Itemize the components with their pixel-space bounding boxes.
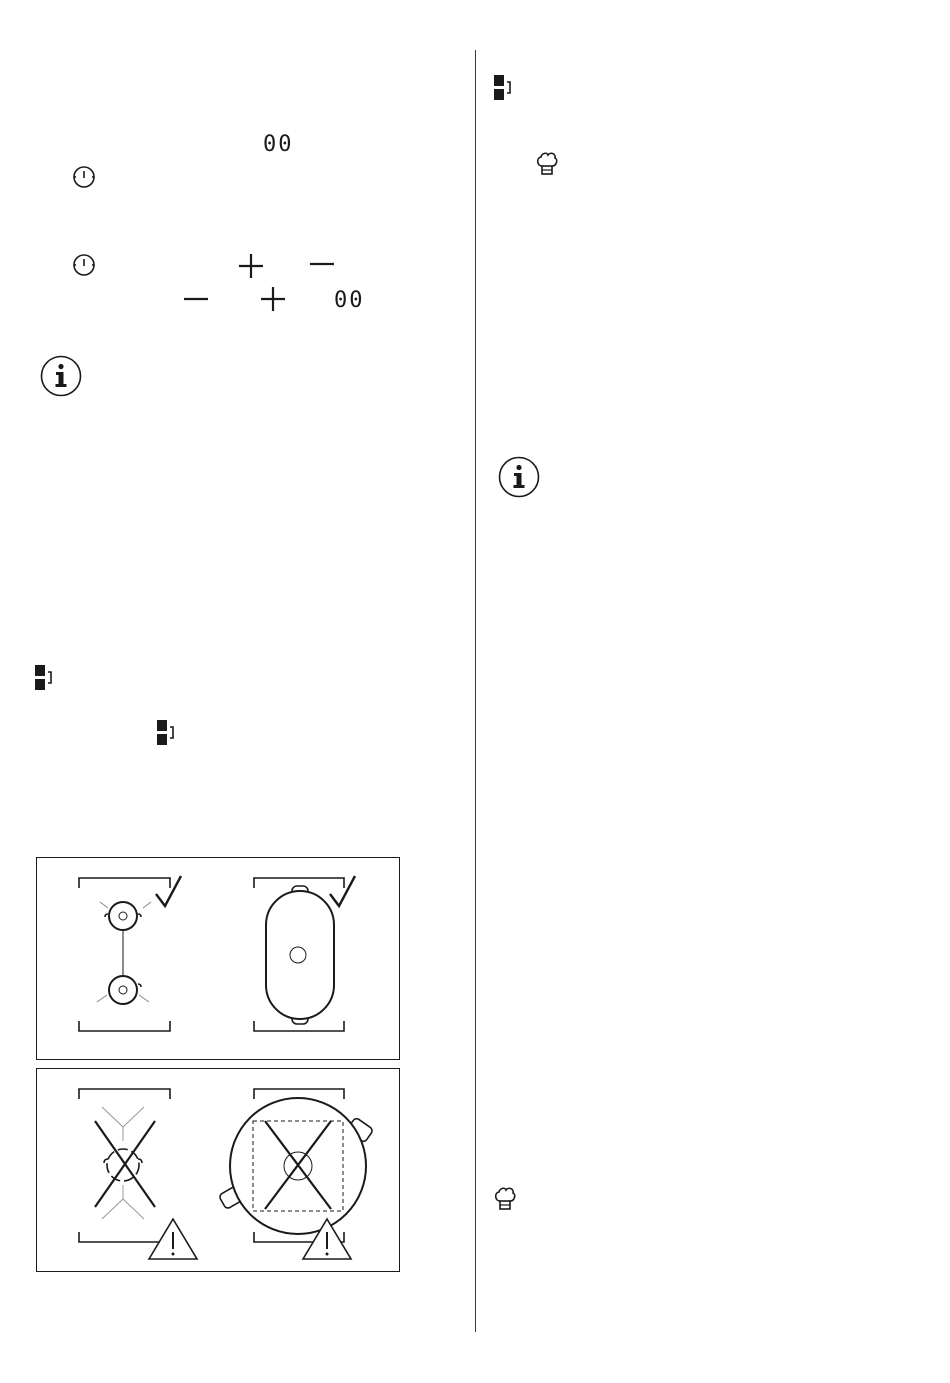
timer-display-00: 00 xyxy=(263,132,294,157)
plus-icon xyxy=(237,252,265,280)
zone-outline xyxy=(79,878,170,1031)
minus-icon xyxy=(308,252,336,280)
bridge-icon xyxy=(494,75,514,101)
bridge-icon xyxy=(157,720,177,746)
minus-icon xyxy=(182,287,210,315)
check-mark-icon xyxy=(330,876,355,906)
cross-icon xyxy=(95,1121,155,1207)
correct-cookware-panel xyxy=(36,857,400,1060)
warning-icon xyxy=(149,1219,197,1259)
column-divider xyxy=(475,50,476,1332)
incorrect-cookware-panel xyxy=(36,1068,400,1272)
timer-icon xyxy=(72,253,96,277)
oval-pan-icon xyxy=(266,886,334,1024)
info-icon xyxy=(40,355,82,397)
timer-icon xyxy=(72,165,96,189)
info-icon xyxy=(498,456,540,498)
small-pot-icon xyxy=(97,976,149,1004)
chef-hat-icon xyxy=(536,152,558,176)
bridge-icon xyxy=(35,665,55,691)
plus-icon xyxy=(259,285,287,313)
check-mark-icon xyxy=(156,876,181,906)
timer-display-00: 00 xyxy=(334,288,365,313)
small-pot-icon xyxy=(100,902,151,930)
chef-hat-icon xyxy=(494,1187,516,1211)
